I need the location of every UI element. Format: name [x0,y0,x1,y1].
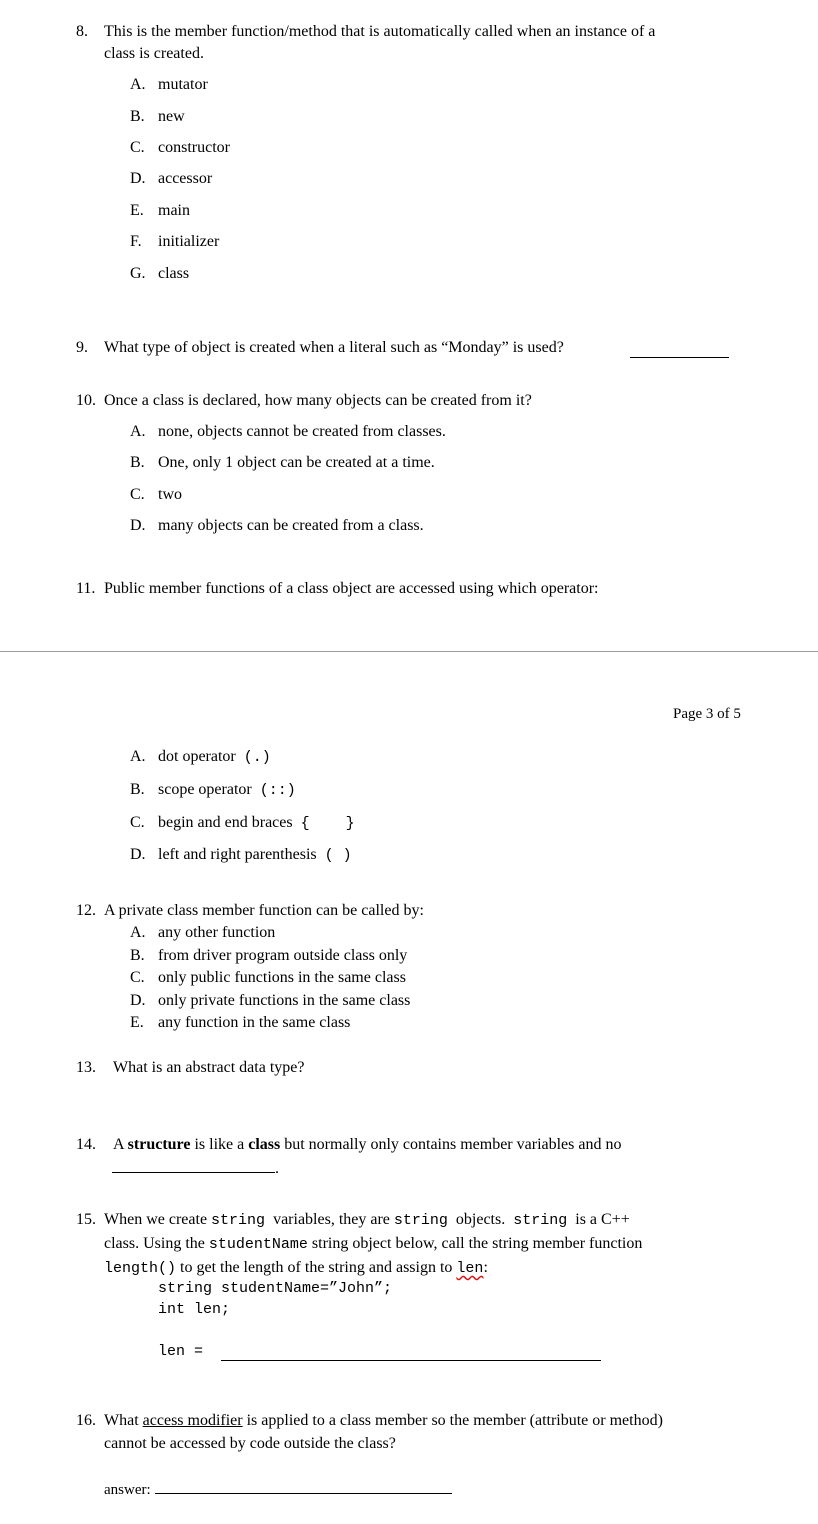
option-letter: A. [130,748,146,765]
text-fragment: string object below, call the string member function [311,1235,643,1252]
answer-blank[interactable] [221,1345,601,1361]
question-number: 14. [76,1136,96,1153]
option-text: One, only 1 object can be created at a time. [158,454,435,471]
text-fragment: When we create [104,1211,208,1228]
keyword-class: class [248,1136,281,1153]
option-letter: F. [130,233,142,250]
question-8-line2: class is created. [104,45,204,62]
option-letter: B. [130,108,145,125]
question-text: Public member functions of a class object are accessed using which operator: [104,580,599,597]
question-number: 16. [76,1412,96,1429]
option-b[interactable] [130,780,296,800]
code-len: len [456,1260,484,1277]
option-letter: E. [130,1014,144,1031]
option-c[interactable] [130,485,182,504]
option-c[interactable] [130,968,406,987]
option-d[interactable] [130,845,352,865]
option-text: begin and end braces [158,814,293,831]
code-line-2: int len; [158,1301,231,1318]
option-a[interactable] [130,422,446,441]
option-letter: B. [130,947,145,964]
text-fragment: class. Using the [104,1235,205,1252]
question-text: Once a class is declared, how many objects can be created from it? [104,392,532,409]
option-d[interactable] [130,991,410,1010]
question-13 [76,1058,304,1077]
question-number: 10. [76,392,96,409]
option-text: dot operator [158,748,236,765]
question-16-line2: cannot be accessed by code outside the class? [104,1435,396,1452]
option-letter: A. [130,924,146,941]
option-text: any function in the same class [158,1014,351,1031]
option-letter: C. [130,814,145,831]
option-f[interactable] [130,232,219,251]
option-text: any other function [158,924,276,941]
option-text: only private functions in the same class [158,992,411,1009]
option-d[interactable] [130,516,424,535]
question-number: 11. [76,580,96,597]
option-a[interactable] [130,747,271,767]
option-letter: A. [130,76,146,93]
question-number: 8. [76,23,88,40]
text-fragment: objects. [455,1211,506,1228]
access-modifier-link[interactable]: access modifier [142,1412,243,1429]
question-15-line2 [104,1234,642,1254]
option-e[interactable] [130,1013,350,1032]
option-b[interactable] [130,107,185,126]
question-text: This is the member function/method that is automatically called when an instance of a [104,23,656,40]
option-text: only public functions in the same class [158,969,406,986]
option-c[interactable] [130,138,230,157]
option-e[interactable] [130,201,190,220]
question-number: 15. [76,1211,96,1228]
question-14-blank-line [112,1158,279,1178]
text-fragment: is like a [194,1136,245,1153]
option-text: main [158,202,190,219]
option-letter: G. [130,265,146,282]
text-fragment: variables, they are [273,1211,390,1228]
option-text: mutator [158,76,208,93]
page-number: Page 3 of 5 [673,706,741,722]
text-fragment: A [113,1136,124,1153]
answer-label: answer: [104,1482,151,1498]
answer-blank[interactable] [155,1479,452,1494]
question-number: 13. [76,1059,96,1076]
code-string: string [211,1212,266,1229]
question-number: 12. [76,902,96,919]
question-14 [76,1135,621,1154]
text-fragment: to get the length of the string and assign to [180,1259,453,1276]
text-fragment: What [104,1412,139,1429]
option-code: (::) [259,782,296,799]
option-code: (.) [243,749,271,766]
option-letter: B. [130,454,145,471]
option-text: initializer [158,233,220,250]
text-fragment: is a C++ [575,1211,630,1228]
option-text: constructor [158,139,230,156]
question-11 [76,579,599,598]
option-text: left and right parenthesis [158,846,317,863]
question-15 [76,1210,630,1230]
option-letter: D. [130,992,146,1009]
answer-row [104,1479,452,1499]
option-b[interactable] [130,946,407,965]
option-letter: B. [130,781,145,798]
option-text: two [158,486,182,503]
text-fragment: but normally only contains member variables and no [284,1136,622,1153]
page-break-divider [0,651,818,652]
option-text: class [158,265,190,282]
keyword-structure: structure [127,1136,191,1153]
option-letter: D. [130,846,146,863]
option-letter: D. [130,517,146,534]
option-c[interactable] [130,813,355,833]
question-text: What type of object is created when a literal such as “Monday” is used? [104,339,564,356]
text-fragment: : [483,1259,488,1276]
option-text: many objects can be created from a class. [158,517,424,534]
period: . [275,1160,279,1177]
option-text: accessor [158,170,213,187]
answer-blank[interactable] [630,341,729,358]
option-letter: C. [130,969,145,986]
code-string: string [513,1212,568,1229]
question-9 [76,338,564,357]
question-text: What is an abstract data type? [113,1059,305,1076]
option-text: from driver program outside class only [158,947,408,964]
question-number: 9. [76,339,88,356]
option-a[interactable] [130,75,208,94]
code-line-3: len = [158,1343,204,1360]
code-line-1: string studentName=”John”; [158,1280,393,1297]
question-text: A private class member function can be called by: [104,902,424,919]
question-16 [76,1411,663,1430]
option-letter: D. [130,170,146,187]
option-text: scope operator [158,781,252,798]
code-string: string [393,1212,448,1229]
option-text: new [158,108,185,125]
question-10 [76,391,532,410]
option-d[interactable] [130,169,212,188]
option-text: none, objects cannot be created from classes. [158,423,446,440]
code-length: length() [104,1260,177,1277]
question-8 [76,22,655,41]
option-code: ( ) [324,847,352,864]
option-letter: A. [130,423,146,440]
option-b[interactable] [130,453,435,472]
option-letter: C. [130,139,145,156]
option-letter: E. [130,202,144,219]
option-a[interactable] [130,923,275,942]
question-15-line3 [104,1258,488,1278]
code-studentname: studentName [208,1236,308,1253]
option-g[interactable] [130,264,189,283]
question-12 [76,901,424,920]
option-code: { } [300,815,355,832]
option-letter: C. [130,486,145,503]
answer-blank[interactable] [112,1158,275,1173]
text-fragment: is applied to a class member so the member (attribute or method) [246,1412,663,1429]
